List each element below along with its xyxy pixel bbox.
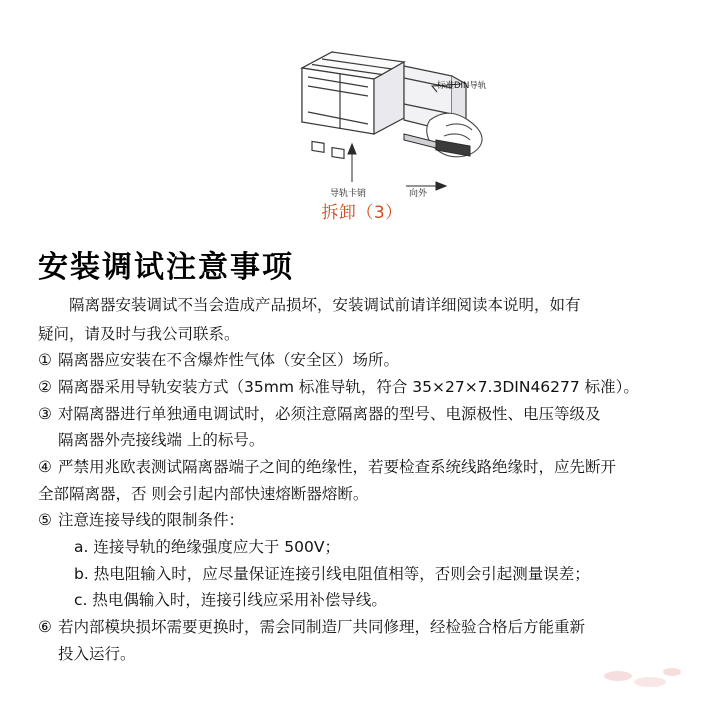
- list-item-text-cont: 全部隔离器，否 则会引起内部快速熔断器熔断。: [38, 484, 369, 503]
- list-item: [38, 454, 694, 481]
- list-marker: ⑥: [38, 617, 52, 636]
- intro-paragraph-line-1: 隔离器安装调试不当会造成产品损坏，安装调试前请详细阅读本说明，如有: [69, 296, 581, 314]
- section-heading: 安装调试注意事项: [38, 250, 294, 285]
- list-item-text: 若内部模块损坏需要更换时，需会同制造厂共同修理，经检验合格后方能重新: [58, 617, 586, 636]
- sub-list-item: b. 热电阻输入时，应尽量保证连接引线电阻值相等，否则会引起测量误差；: [74, 564, 590, 583]
- list-item: [38, 347, 694, 374]
- list-item-text: 隔离器采用导轨安装方式（35mm 标准导轨，符合 35×27×7.3DIN46277 标准）。: [58, 377, 639, 396]
- list-item: [38, 507, 694, 534]
- list-marker: ③: [38, 404, 52, 423]
- list-item-text-cont: 隔离器外壳接线端 上的标号。: [58, 431, 265, 450]
- list-marker: ⑤: [38, 511, 52, 530]
- figure-disassembly-3: [0, 0, 724, 232]
- list-item-text: 严禁用兆欧表测试隔离器端子之间的绝缘性，若要检查系统线路绝缘时，应先断开: [58, 457, 617, 476]
- list-marker: ②: [38, 377, 52, 396]
- sub-list-item: a. 连接导轨的绝缘强度应大于 500V；: [74, 537, 340, 556]
- body-text: [38, 292, 694, 667]
- label-outward: 向外: [409, 189, 428, 199]
- list-item-text-cont: 投入运行。: [58, 644, 136, 663]
- label-rail-latch: 导轨卡销: [330, 189, 367, 199]
- list-marker: ①: [38, 351, 52, 370]
- list-item-text: 注意连接导线的限制条件：: [58, 511, 245, 530]
- figure-caption: 拆卸（3）: [321, 203, 403, 223]
- list-item-text: 对隔离器进行单独通电调试时，必须注意隔离器的型号、电源极性、电压等级及: [58, 404, 601, 423]
- list-item-text: 隔离器应安装在不含爆炸性气体（安全区）场所。: [58, 351, 400, 370]
- list-item: [38, 614, 694, 641]
- list-marker: ④: [38, 457, 52, 476]
- intro-paragraph-line-2: 疑问，请及时与我公司联系。: [38, 324, 240, 343]
- sub-list-item: c. 热电偶输入时，连接引线应采用补偿导线。: [74, 591, 387, 610]
- list-item: [38, 401, 694, 428]
- list-item: [38, 374, 694, 401]
- label-din-rail: 标准DIN导轨: [437, 81, 487, 91]
